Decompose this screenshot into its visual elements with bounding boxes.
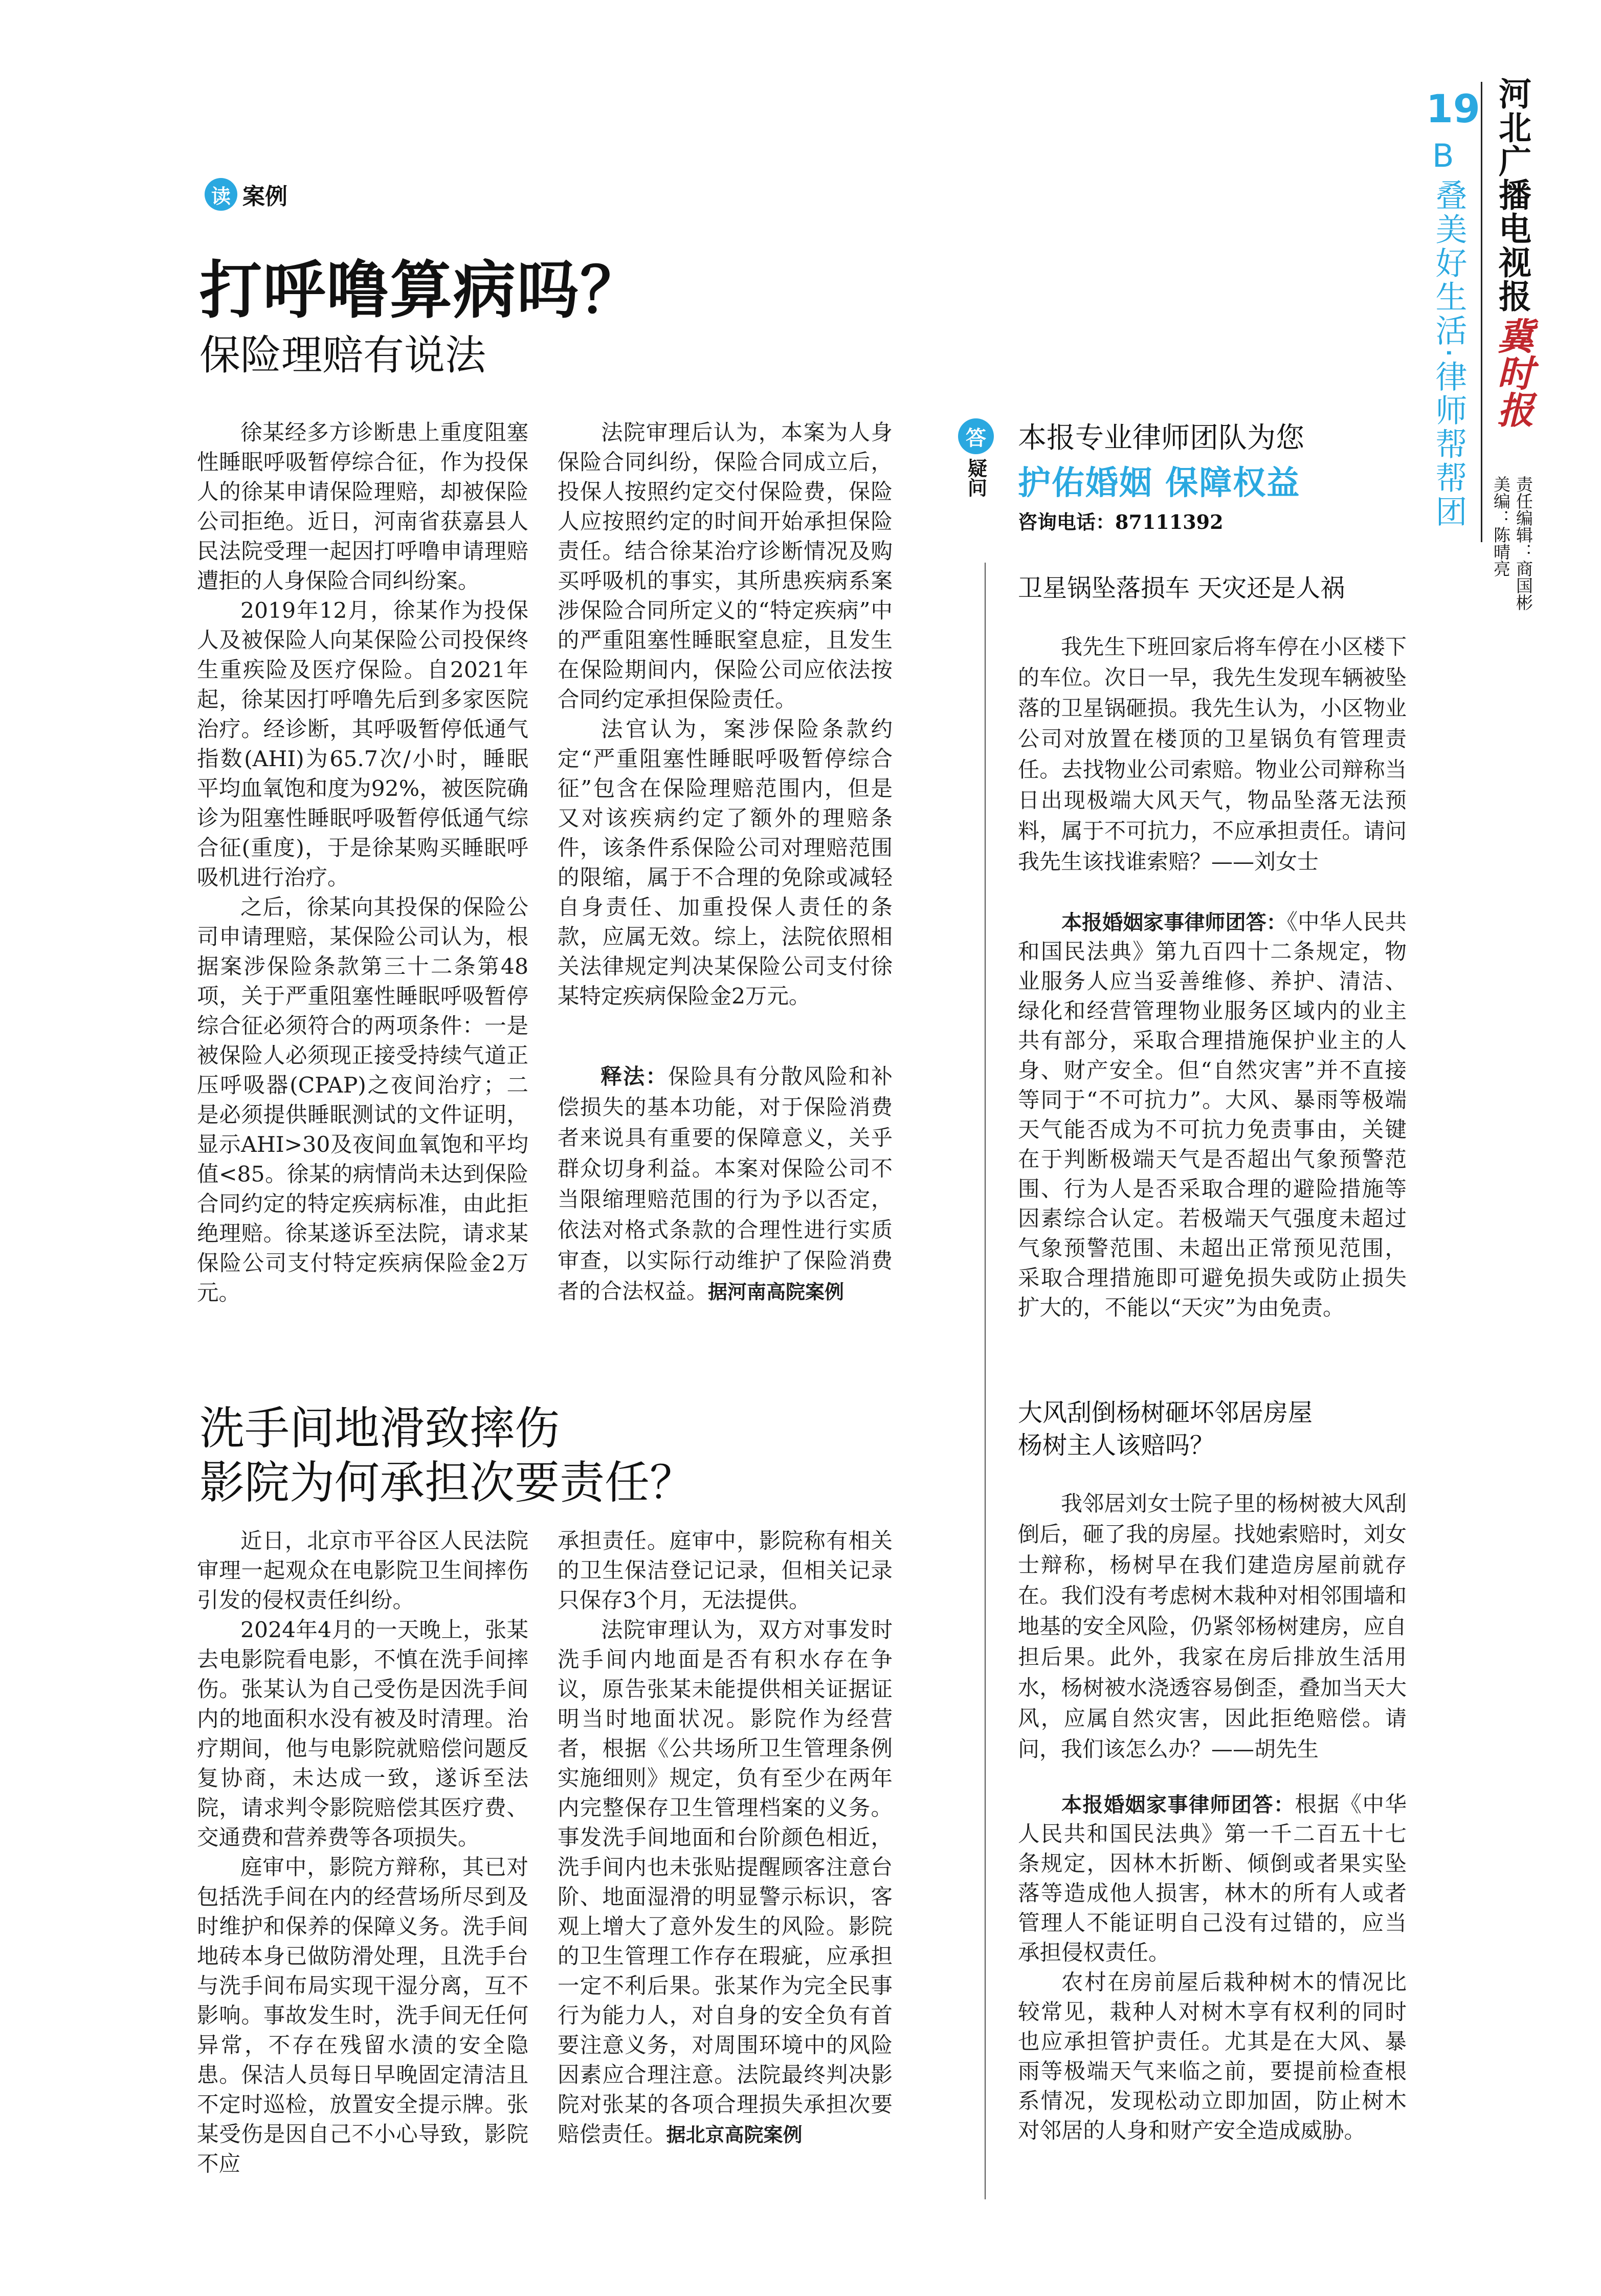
question2-title-line: 杨树主人该赔吗？ (1018, 1431, 1215, 1460)
paragraph: 近日，北京市平谷区人民法院审理一起观众在电影院卫生间摔伤引发的侵权责任纠纷。 (197, 1529, 528, 1613)
paragraph: 我先生下班回家后将车停在小区楼下的车位。次日一早，我先生发现车辆被坠落的卫星锅砸损。我先生认为，小区物业公司对放置在楼顶的卫星锅负有管理责任。去找物业公司索赔。物业公司辩称当日出现极端大风天气，物品坠落无法预料，属于不可抗力，不应承担责任。请问我先生该找谁索赔？——刘女士 (1018, 634, 1407, 874)
page-edition: B (1432, 137, 1454, 174)
article2-title-line: 影院为何承担次要责任？ (199, 1456, 695, 1509)
article2-column-2 (558, 1527, 893, 2150)
qa-tag (958, 418, 994, 497)
paragraph: 庭审中，影院方辩称，其已对包括洗手间在内的经营场所尽到及时维护和保养的保障义务。洗手间地砖本身已做防滑处理，且洗手台与洗手间布局实现干湿分离，互不影响。事故发生时，洗手间无任何异常，不存在残留水渍的安全隐患。保洁人员每日早晚固定清洁且不定时巡检，放置安全提示牌。张某受伤是因自己不小心导致，影院不应 (197, 1855, 528, 2177)
article2-title-line: 洗手间地滑致摔伤 (199, 1402, 560, 1455)
article2-source: 据北京高院案例 (666, 2124, 803, 2146)
paragraph: 我邻居刘女士院子里的杨树被大风刮倒后，砸了我的房屋。找她索赔时，刘女士辩称，杨树早在我们建造房屋前就存在。我们没有考虑树木栽种对相邻围墙和地基的安全风险，仍紧邻杨树建房，应自担后果。此外，我家在房后排放生活用水，杨树被水浇透容易倒歪，叠加当天大风，应属自然灾害，因此拒绝赔偿。请问，我们该怎么办？——胡先生 (1018, 1491, 1407, 1762)
column-divider (985, 563, 986, 2199)
newspaper-logo: 冀时报 (1491, 317, 1535, 428)
section-title: 叠美好生活·律师帮帮团 (1430, 179, 1467, 529)
read-icon: 读 (205, 178, 237, 211)
paragraph: 农村在房前屋后栽种树木的情况比较常见，栽种人对树木享有权利的同时也应承担管护责任。尤其是在大风、暴雨等极端天气来临之前，要提前检查根系情况，发现松动立即加固，防止树木对邻居的人身和财产安全造成威胁。 (1018, 1970, 1407, 2144)
question2-title (1018, 1396, 1427, 1462)
editor-credits (1489, 476, 1535, 611)
section-tag (205, 178, 287, 211)
paragraph: 2019年12月，徐某作为投保人及被保险人向某保险公司投保终生重疾险及医疗保险。自2021年起，徐某因打呼噜先后到多家医院治疗。经诊断，其呼吸暂停低通气指数(AHI)为65.7次/小时，睡眠平均血氧饱和度为92%，被医院确诊为阻塞性睡眠呼吸暂停低通气综合征(重度)，于是徐某购买睡眠呼吸机进行治疗。 (197, 598, 528, 890)
qa-tag-label: 疑问 (964, 458, 987, 497)
answer-icon: 答 (958, 418, 994, 454)
answer2 (1018, 1790, 1407, 2146)
masthead-divider (1481, 82, 1482, 542)
page-number: 19 (1426, 86, 1480, 131)
question1-text (1018, 632, 1407, 877)
answer2-label: 本报婚姻家事律师团答： (1061, 1793, 1295, 1817)
newspaper-name: 河北广播电视报 (1493, 77, 1531, 313)
article1-title: 打呼噜算病吗？ (199, 254, 643, 327)
question2-title-line: 大风刮倒杨树砸坏邻居房屋 (1018, 1398, 1313, 1427)
paragraph: 之后，徐某向其投保的保险公司申请理赔，某保险公司认为，根据案涉保险条款第三十二条第48项，关于严重阻塞性睡眠呼吸暂停综合征必须符合的两项条件：一是被保险人必须现正接受持续气道正压呼吸器(CPAP)之夜间治疗；二是必须提供睡眠测试的文件证明，显示AHI>30及夜间血氧饱和平均值<85。徐某的病情尚未达到保险合同约定的特定疾病标准，由此拒绝理赔。徐某遂诉至法院，请求某保险公司支付特定疾病保险金2万元。 (197, 895, 528, 1306)
answer2-text: 根据《中华人民共和国民法典》第一千二百五十七条规定，因林木折断、倾倒或者果实坠落等造成他人损害，林木的所有人或者管理人不能证明自己没有过错的，应当承担侵权责任。 (1018, 1792, 1407, 1966)
commentary-label: 释法： (601, 1064, 669, 1089)
question1-title: 卫星锅坠落损车 天灾还是人祸 (1018, 574, 1345, 603)
paragraph-text: 法院审理认为，双方对事发时洗手间内地面是否有积水存在争议，原告张某未能提供相关证据证明当时地面状况。影院作为经营者，根据《公共场所卫生管理条例实施细则》规定，负有至少在两年内完整保存卫生管理档案的义务。事发洗手间地面和台阶颜色相近，洗手间内也未张贴提醒顾客注意台阶、地面湿滑的明显警示标识，客观上增大了意外发生的风险。影院的卫生管理工作存在瑕疵，应承担一定不利后果。张某作为完全民事行为能力人，对自身的安全负有首要注意义务，对周围环境中的风险因素应合理注意。法院最终判决影院对张某的各项合理损失承担次要赔偿责任。 (558, 1618, 893, 2147)
question2-text (1018, 1488, 1407, 1765)
editor-credit: 责任编辑：商国彬 (1514, 476, 1533, 611)
article1-column-2 (558, 418, 893, 1012)
article1-commentary (558, 1061, 893, 1307)
article1-column-1 (197, 418, 528, 1308)
answer1 (1018, 908, 1407, 1323)
article1-subtitle: 保险理赔有说法 (199, 331, 486, 379)
answer1-label: 本报婚姻家事律师团答： (1061, 911, 1287, 934)
article2-title (199, 1401, 695, 1510)
paragraph (558, 1616, 893, 2150)
answer1-text: 《中华人民共和国民法典》第九百四十二条规定，物业服务人应当妥善维修、养护、清洁、绿化和经营管理物业服务区域内的业主共有部分，采取合理措施保护业主的人身、财产安全。但“自然灾害”并不直接等同于“不可抗力”。大风、暴雨等极端天气能否成为不可抗力免责事由，关键在于判断极端天气是否超出气象预警范围、行为人是否采取合理的避险措施等因素综合认定。若极端天气强度未超过气象预警范围、未超出正常预见范围，采取合理措施即可避免损失或防止损失扩大的，不能以“天灾”为由免责。 (1018, 910, 1407, 1321)
paragraph: 法官认为，案涉保险条款约定“严重阻塞性睡眠呼吸暂停综合征”包含在保险理赔范围内，但是又对该疾病约定了额外的理赔条件，该条件系保险公司对理赔范围的限缩，属于不合理的免除或减轻自身责任、加重投保人责任的条款，应属无效。综上，法院依照相关法律规定判决某保险公司支付徐某特定疾病保险金2万元。 (558, 717, 893, 1009)
article2-column-1 (197, 1527, 528, 2179)
paragraph: 法院审理后认为，本案为人身保险合同纠纷，保险合同成立后，投保人按照约定交付保险费，保险人应按照约定的时间开始承担保险责任。结合徐某治疗诊断情况及购买呼吸机的事实，其所患疾病系案涉保险合同所定义的“特定疾病”中的严重阻塞性睡眠窒息症，且发生在保险期间内，保险公司应依法按合同约定承担保险责任。 (558, 420, 893, 712)
commentary-text: 保险具有分散风险和补偿损失的基本功能，对于保险消费者来说具有重要的保障意义，关乎群众切身利益。本案对保险公司不当限缩理赔范围的行为予以否定，依法对格式条款的合理性进行实质审查，以实际行动维护了保险消费者的合法权益。 (558, 1064, 893, 1304)
paragraph: 徐某经多方诊断患上重度阻塞性睡眠呼吸暂停综合征，作为投保人的徐某申请保险理赔，却被保险公司拒绝。近日，河南省获嘉县人民法院受理一起因打呼噜申请理赔遭拒的人身保险合同纠纷案。 (197, 420, 528, 594)
section-tag-label: 案例 (242, 184, 287, 210)
qa-team-line: 本报专业律师团队为您 (1018, 421, 1304, 455)
paragraph: 承担责任。庭审中，影院称有相关的卫生保洁登记记录，但相关记录只保存3个月，无法提供。 (558, 1529, 893, 1613)
article1-source: 据河南高院案例 (708, 1281, 844, 1303)
qa-slogan: 护佑婚姻 保障权益 (1018, 464, 1301, 502)
paragraph: 2024年4月的一天晚上，张某去电影院看电影，不慎在洗手间摔伤。张某认为自己受伤是因洗手间内的地面积水没有被及时清理。治疗期间，他与电影院就赔偿问题反复协商，未达成一致，遂诉至法院，请求判令影院赔偿其医疗费、交通费和营养费等各项损失。 (197, 1618, 528, 1851)
designer-credit: 美编：陈晴亮 (1491, 476, 1511, 577)
qa-hotline: 咨询电话：87111392 (1018, 510, 1224, 533)
